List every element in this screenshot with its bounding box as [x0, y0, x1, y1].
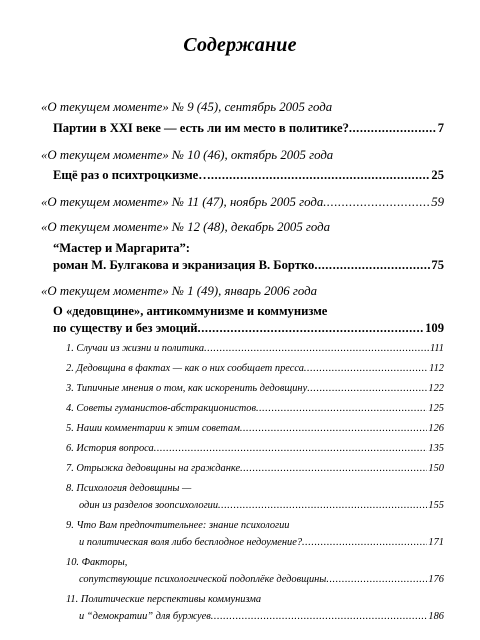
page-number: 126 — [428, 423, 444, 434]
leader-dots — [307, 383, 427, 394]
leader-dots — [349, 121, 437, 136]
subentry-title: 7. Отрыжка дедовщины на гражданке — [66, 463, 241, 474]
page-number: 112 — [429, 363, 444, 374]
page-number: 171 — [428, 537, 444, 548]
subentry-title: и политическая воля либо бесплодное недоумение? — [79, 537, 303, 548]
entry-title: Ещё раз о психтроцкизме… — [53, 168, 211, 182]
subentry-title: сопутствующие психологической подоплёке дедовщины — [79, 574, 327, 585]
leader-dots — [211, 168, 431, 183]
toc-entry[interactable] — [53, 168, 444, 183]
page-number: 109 — [425, 321, 444, 335]
leader-dots — [314, 258, 430, 273]
toc-entry[interactable] — [41, 195, 444, 210]
leader-dots — [240, 423, 428, 434]
toc-subentry[interactable] — [66, 403, 444, 414]
leader-dots — [240, 463, 427, 474]
entry-title-line: “Мастер и Маргарита”: — [53, 241, 190, 255]
subentry-title: один из разделов зоопсихологии — [79, 500, 219, 511]
leader-dots — [218, 500, 427, 511]
page-number: 75 — [431, 258, 444, 272]
page-number: 7 — [437, 121, 444, 135]
subentry-title-line: 8. Психология дедовщины — — [66, 483, 192, 494]
leader-dots — [302, 537, 427, 548]
toc-subentry[interactable] — [66, 383, 444, 394]
leader-dots — [323, 195, 430, 210]
leader-dots — [198, 321, 425, 336]
toc-subentry[interactable] — [79, 574, 444, 585]
toc-subentry[interactable] — [79, 611, 444, 622]
page-number: 155 — [428, 500, 444, 511]
subentry-title: и “демократии” для буржуев — [79, 611, 211, 622]
toc-entry[interactable] — [53, 321, 444, 336]
leader-dots — [204, 343, 429, 354]
toc-subentry[interactable] — [79, 537, 444, 548]
subentry-title-line: 9. Что Вам предпочтительнее: знание психологии — [66, 520, 290, 531]
leader-dots — [326, 574, 427, 585]
issue-heading: «О текущем моменте» № 10 (46), октябрь 2005 года — [41, 148, 334, 162]
page-number: 59 — [431, 195, 444, 209]
page-number: 25 — [431, 168, 444, 182]
leader-dots — [154, 443, 428, 454]
leader-dots — [211, 611, 428, 622]
subentry-title-line: 10. Факторы, — [66, 557, 128, 568]
subentry-title: 5. Наши комментарии к этим советам — [66, 423, 240, 434]
subentry-title: 2. Дедовщина в фактах — как о них сообщает пресса — [66, 363, 304, 374]
page-title: Содержание — [183, 34, 297, 56]
page-number: 111 — [429, 343, 444, 354]
page-number: 125 — [428, 403, 444, 414]
issue-heading: «О текущем моменте» № 9 (45), сентябрь 2005 года — [41, 100, 333, 114]
toc-entry[interactable] — [53, 121, 444, 136]
page-number: 135 — [428, 443, 444, 454]
toc-subentry[interactable] — [66, 443, 444, 454]
page-number: 176 — [428, 574, 444, 585]
toc-subentry[interactable] — [79, 500, 444, 511]
toc-subentry[interactable] — [66, 343, 444, 354]
issue-heading: «О текущем моменте» № 1 (49), январь 2006 года — [41, 284, 317, 298]
issue-heading: «О текущем моменте» № 12 (48), декабрь 2005 года — [41, 220, 331, 234]
subentry-title: 4. Советы гуманистов-абстракционистов — [66, 403, 256, 414]
subentry-title: 1. Случаи из жизни и политика — [66, 343, 205, 354]
entry-title: роман М. Булгакова и экранизация В. Бортко — [53, 258, 315, 272]
issue-heading: «О текущем моменте» № 11 (47), ноябрь 2005 года — [41, 195, 324, 209]
page-number: 186 — [428, 611, 444, 622]
entry-title: по существу и без эмоций — [53, 321, 198, 335]
toc-subentry[interactable] — [66, 463, 444, 474]
subentry-title-line: 11. Политические перспективы коммунизма — [66, 594, 262, 605]
leader-dots — [256, 403, 427, 414]
toc-entry[interactable] — [53, 258, 444, 273]
page-number: 122 — [428, 383, 444, 394]
page-number: 150 — [428, 463, 444, 474]
toc-subentry[interactable] — [66, 423, 444, 434]
entry-title-line: О «дедовщине», антикоммунизме и коммунизме — [53, 304, 328, 318]
leader-dots — [304, 363, 428, 374]
toc-subentry[interactable] — [66, 363, 444, 374]
entry-title: Партии в XXI веке — есть ли им место в политике? — [53, 121, 349, 135]
subentry-title: 3. Типичные мнения о том, как искоренить дедовщину — [66, 383, 308, 394]
subentry-title: 6. История вопроса — [66, 443, 154, 454]
